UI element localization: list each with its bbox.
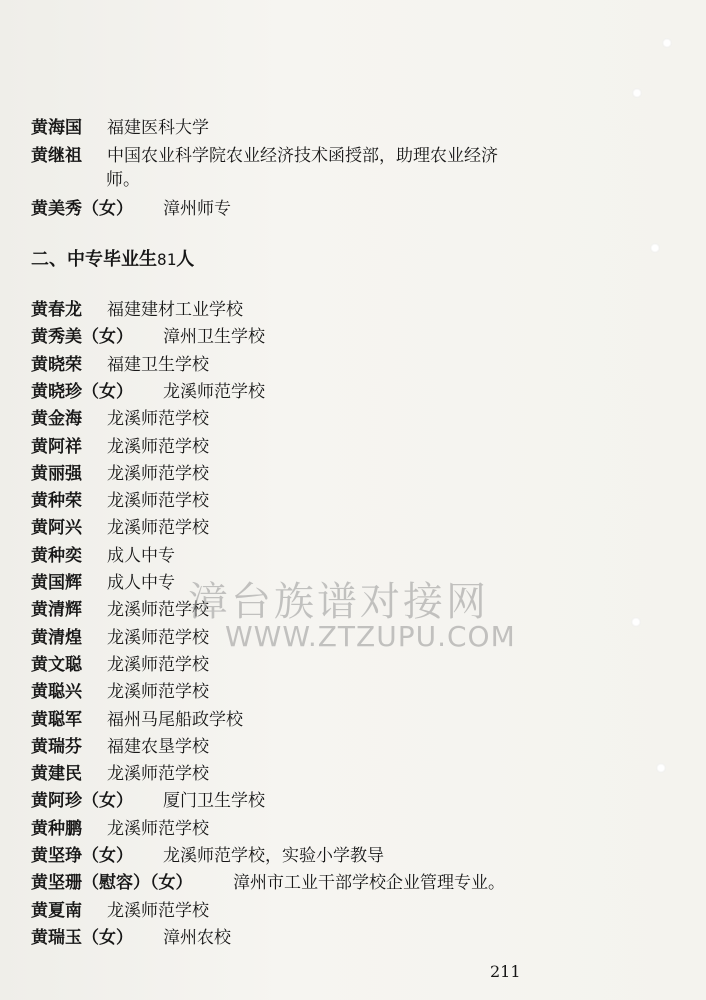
entry-name: 黄建民 <box>31 764 82 785</box>
entry-name: 黄秀美（女） <box>31 327 133 348</box>
entry-name: 黄聪兴 <box>31 682 82 703</box>
entry-desc: 龙溪师范学校 <box>107 409 209 430</box>
list-item <box>31 436 209 458</box>
list-item <box>31 299 243 321</box>
entry-continuation: 师。 <box>106 170 140 190</box>
list-item <box>31 354 209 376</box>
entry-desc: 龙溪师范学校 <box>107 463 209 484</box>
entry-desc: 龙溪师范学校 <box>107 491 209 512</box>
entry-desc: 成人中专 <box>107 573 175 593</box>
list-item <box>31 763 209 785</box>
list-item <box>31 818 209 840</box>
list-item <box>31 572 175 594</box>
entry-desc: 漳州农校 <box>163 927 231 948</box>
list-item <box>31 872 505 894</box>
entry-desc: 龙溪师范学校 <box>107 818 209 839</box>
entry-name: 黄晓珍（女） <box>31 381 133 402</box>
entry-top-2 <box>31 145 498 167</box>
list-item <box>31 408 209 430</box>
list-item <box>31 326 265 348</box>
entry-name: 黄夏南 <box>31 900 82 921</box>
entry-desc: 龙溪师范学校 <box>107 600 209 621</box>
entry-name: 黄坚珊（慰容）（女） <box>31 873 193 894</box>
entry-name: 黄阿珍（女） <box>31 791 133 812</box>
list-item <box>31 490 209 512</box>
entry-name: 黄种荣 <box>31 491 82 512</box>
entry-name: 黄阿祥 <box>31 436 82 457</box>
entry-name: 黄海国 <box>31 118 82 138</box>
entry-name: 黄阿兴 <box>31 518 82 539</box>
section-count: 81 <box>157 250 177 269</box>
list-item <box>31 709 243 731</box>
list-item <box>31 517 209 539</box>
entry-desc: 龙溪师范学校 <box>107 764 209 785</box>
entry-name: 黄瑞芬 <box>31 736 82 757</box>
entry-name: 黄清辉 <box>31 600 82 621</box>
list-item <box>31 845 384 867</box>
binding-hole-mark <box>631 617 641 627</box>
list-item <box>31 927 231 949</box>
entry-desc: 福建卫生学校 <box>107 354 209 375</box>
bleed-through-text <box>506 108 666 129</box>
section-title: 二、中专毕业生 <box>31 249 157 270</box>
entry-desc: 龙溪师范学校 <box>107 436 209 457</box>
entry-desc: 龙溪师范学校，实验小学教导 <box>163 846 384 866</box>
watermark-title: 漳台族谱对接网 <box>188 579 489 625</box>
entry-top-3 <box>31 198 231 220</box>
list-item <box>31 900 209 922</box>
list-item <box>31 681 209 703</box>
entry-name: 黄瑞玉（女） <box>31 927 133 948</box>
entry-desc: 龙溪师范学校 <box>107 682 209 703</box>
list-item <box>31 599 209 621</box>
entry-name: 黄文聪 <box>31 654 82 675</box>
entry-desc: 漳州师专 <box>163 199 231 219</box>
list-item <box>31 736 209 758</box>
section-unit: 人 <box>176 249 195 270</box>
entry-desc: 龙溪师范学校 <box>107 654 209 675</box>
entry-desc: 中国农业科学院农业经济技术函授部，助理农业经济 <box>107 146 498 166</box>
list-item <box>31 463 209 485</box>
entry-name: 黄金海 <box>31 409 82 430</box>
entry-name: 黄美秀（女） <box>31 199 133 219</box>
entry-name: 黄继祖 <box>31 146 82 166</box>
list-item <box>31 545 175 567</box>
entry-name: 黄清煌 <box>31 627 82 648</box>
binding-hole-mark <box>632 88 642 98</box>
entry-desc: 福建农垦学校 <box>107 736 209 757</box>
entry-desc: 龙溪师范学校 <box>107 900 209 921</box>
entry-name: 黄丽强 <box>31 463 82 484</box>
entry-top-1 <box>31 117 209 139</box>
list-item <box>31 381 265 403</box>
section-heading <box>31 245 194 271</box>
entry-name: 黄晓荣 <box>31 354 82 375</box>
entry-name: 黄种奕 <box>31 545 82 566</box>
page-number: 211 <box>490 962 521 981</box>
entry-name: 黄种鹏 <box>31 818 82 839</box>
entry-desc: 漳州卫生学校 <box>163 327 265 348</box>
entry-desc: 成人中专 <box>107 545 175 566</box>
binding-hole-mark <box>662 38 672 48</box>
watermark-url: WWW.ZTZUPU.COM <box>225 620 516 653</box>
entry-desc: 福建建材工业学校 <box>107 300 243 320</box>
entry-desc: 厦门卫生学校 <box>163 791 265 812</box>
entry-name: 黄国辉 <box>31 573 82 593</box>
binding-hole-mark <box>656 763 666 773</box>
entry-desc: 福州马尾船政学校 <box>107 709 243 730</box>
binding-hole-mark <box>650 243 660 253</box>
entry-desc: 福建医科大学 <box>107 118 209 138</box>
entry-desc: 漳州市工业干部学校企业管理专业。 <box>233 873 505 894</box>
entry-name: 黄坚琤（女） <box>31 846 133 866</box>
entry-desc: 龙溪师范学校 <box>107 518 209 539</box>
entry-name: 黄聪军 <box>31 709 82 730</box>
list-item <box>31 790 265 812</box>
entry-desc: 龙溪师范学校 <box>107 627 209 648</box>
list-item <box>31 627 209 649</box>
entry-name: 黄春龙 <box>31 300 82 320</box>
list-item <box>31 654 209 676</box>
entry-desc: 龙溪师范学校 <box>163 381 265 402</box>
